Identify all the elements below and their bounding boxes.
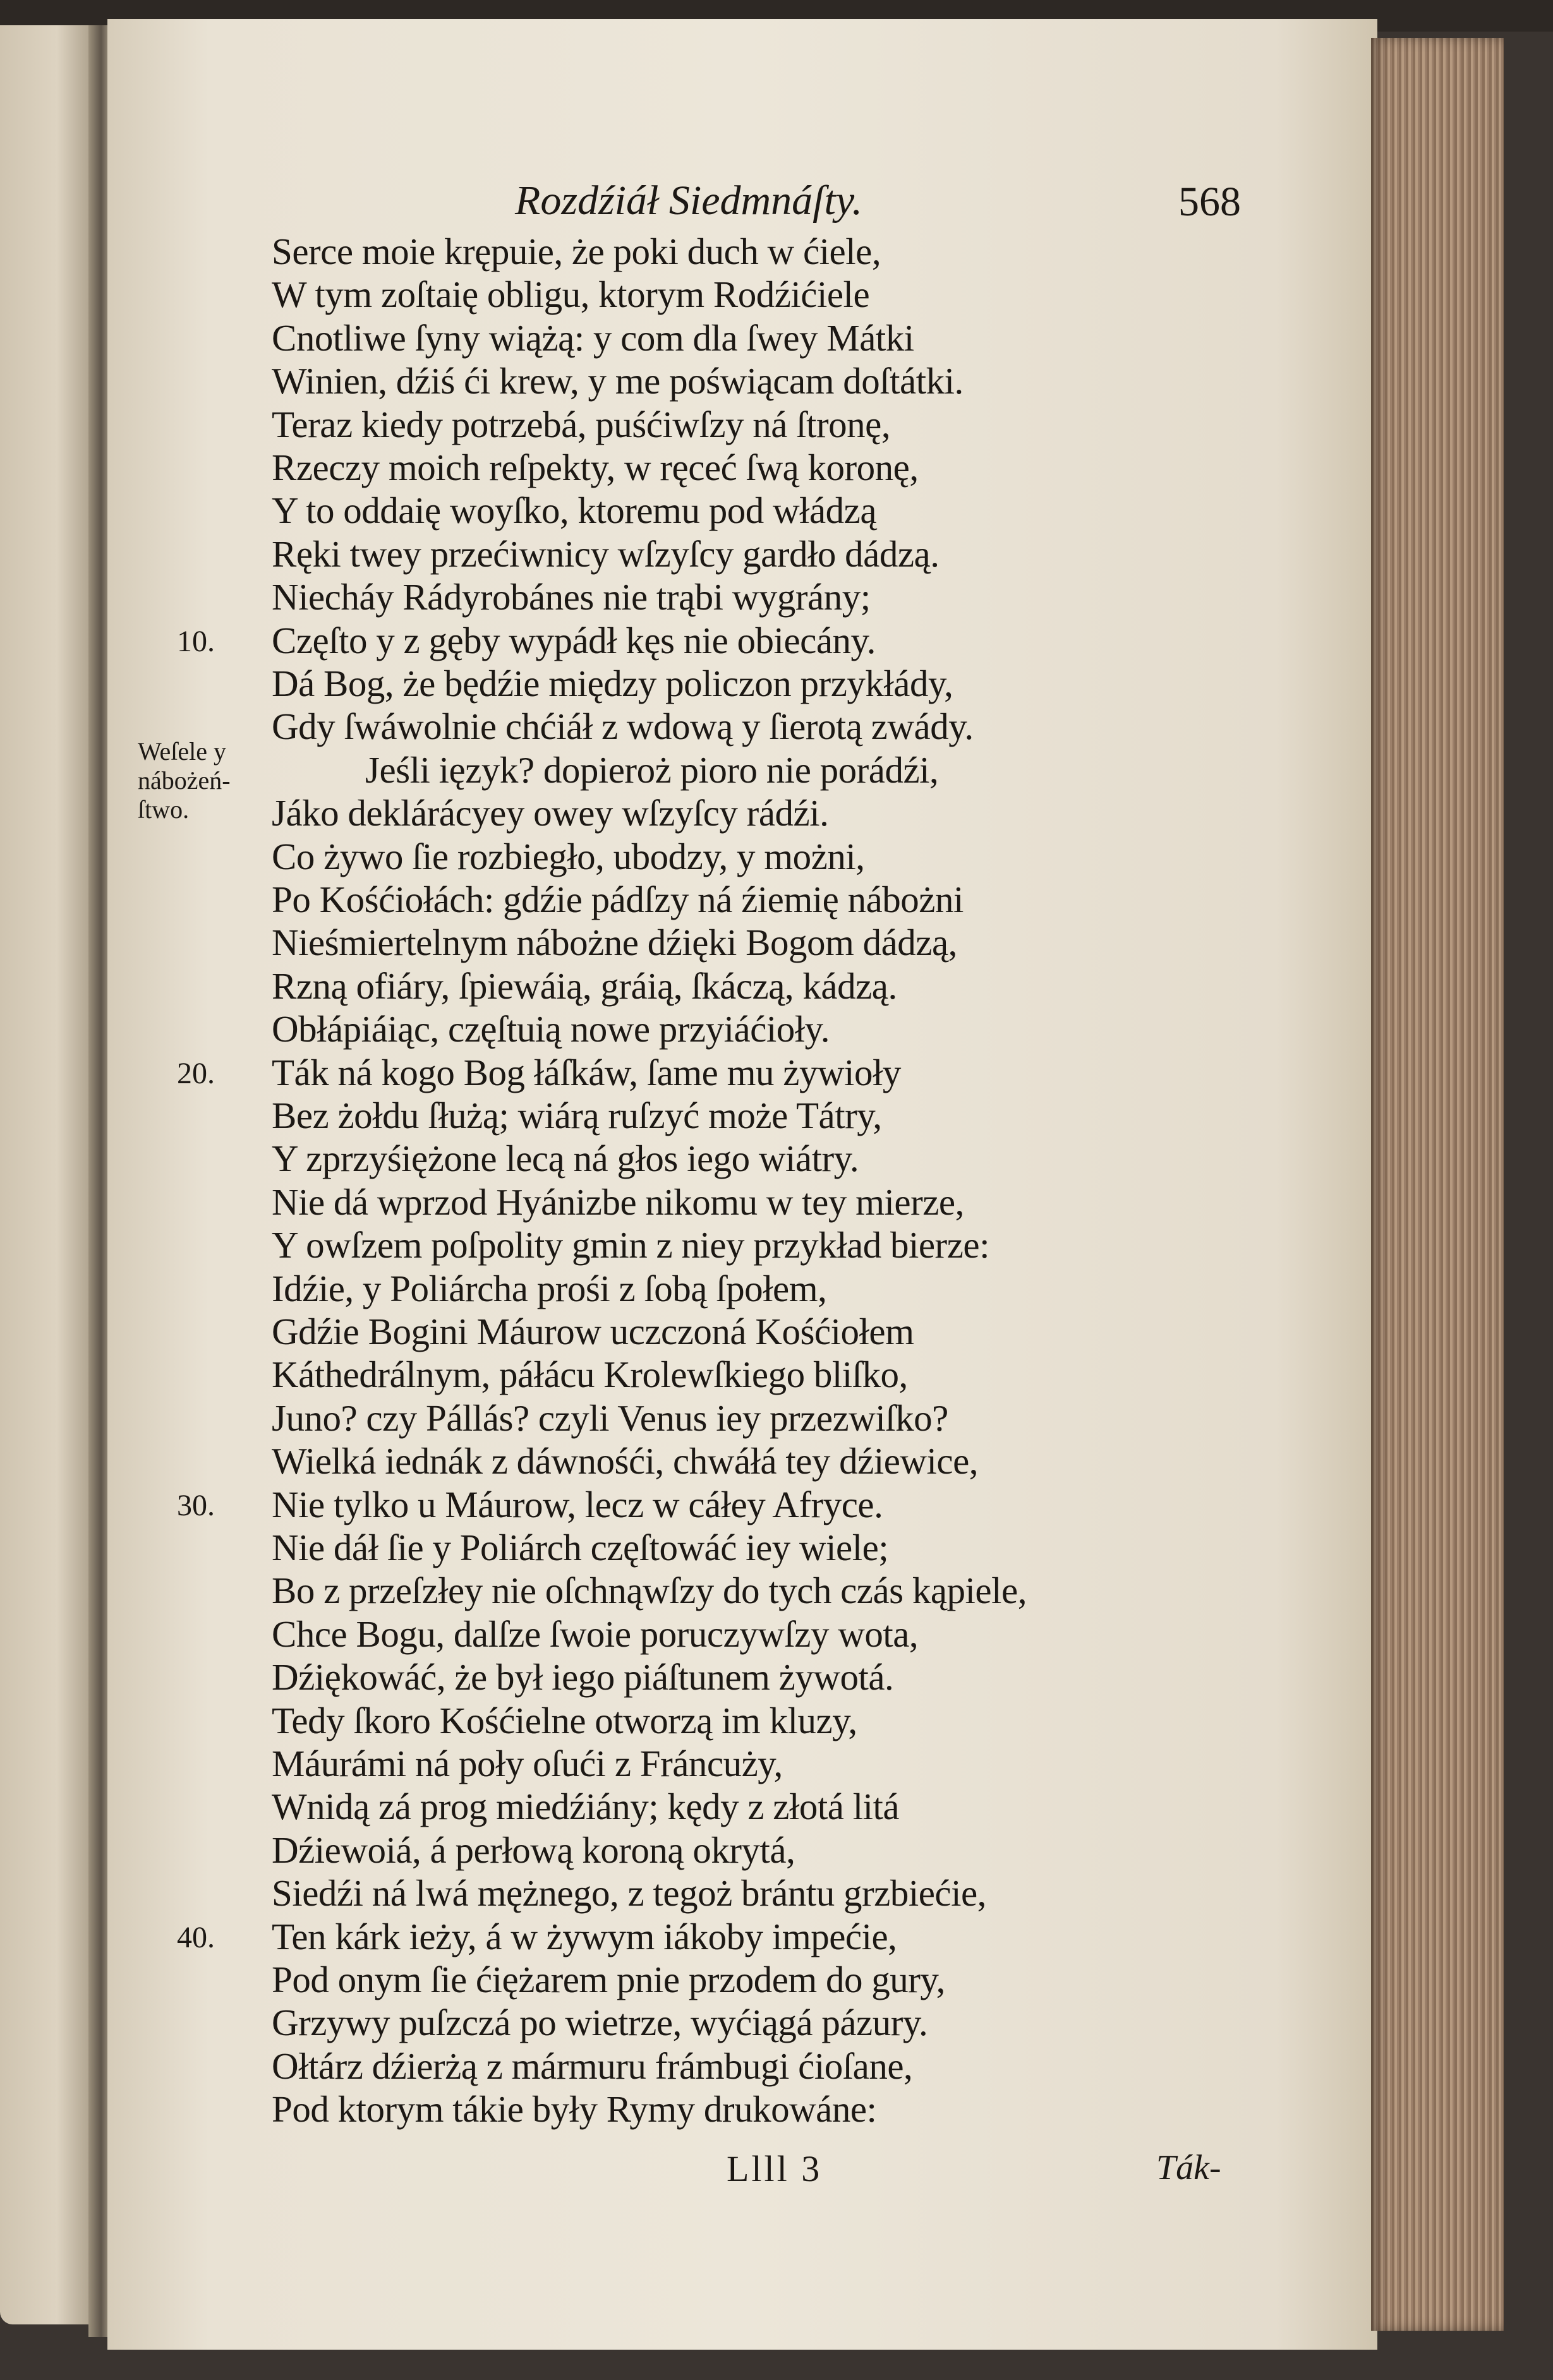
margin-note: Weſele y nábożeń- ſtwo. bbox=[138, 736, 231, 824]
verse-line: W tym zoſtaię obligu, ktorym Rodźićiele bbox=[272, 273, 870, 316]
verse-line: Niecháy Rádyrobánes nie trąbi wygrány; bbox=[272, 576, 871, 618]
verse-line: Y zprzyśiężone lecą ná głos iego wiátry. bbox=[272, 1138, 859, 1180]
verse-line: Nie dá wprzod Hyánizbe nikomu w tey mierze, bbox=[272, 1181, 964, 1223]
verse-line: Wnidą zá prog miedźiány; kędy z złotá litá bbox=[272, 1786, 900, 1828]
verse-line: Częſto y z gęby wypádł kęs nie obiecány. bbox=[272, 619, 876, 661]
verse-line: Dá Bog, że będźie między policzon przykłády, bbox=[272, 663, 953, 704]
verse-line: Dźiewoiá, á perłową koroną okrytá, bbox=[272, 1829, 795, 1871]
line-number: 40. bbox=[177, 1920, 215, 1954]
verse-line: Pod ktorym tákie były Rymy drukowáne: bbox=[272, 2088, 877, 2131]
verse-line: Jáko deklárácyey owey wſzyſcy rádźi. bbox=[272, 792, 829, 834]
verse-line: Gdy ſwáwolnie chćiáł z wdową y ſierotą zwády. bbox=[272, 706, 974, 748]
verse-line: Pod onym ſie ćiężarem pnie przodem do gury, bbox=[272, 1959, 945, 2000]
verse-line: Juno? czy Pállás? czyli Venus iey przezwiſko? bbox=[272, 1397, 948, 1439]
verse-line: Rzną ofiáry, ſpiewáią, gráią, ſkáczą, kádzą. bbox=[272, 965, 897, 1007]
line-number: 10. bbox=[177, 624, 215, 658]
verse-line: Bez żołdu ſłużą; wiárą ruſzyć może Tátry, bbox=[272, 1095, 882, 1136]
verse-line: Winien, dźiś ći krew, y me poświącam doſtátki. bbox=[272, 360, 964, 402]
verse-line: Y to oddaię woyſko, ktoremu pod włádzą bbox=[272, 490, 877, 532]
verse-line: Chce Bogu, dalſze ſwoie poruczywſzy wota, bbox=[272, 1613, 919, 1655]
line-number: 30. bbox=[177, 1488, 215, 1522]
left-page-edge bbox=[0, 25, 95, 2324]
verse-line: Ręki twey przećiwnicy wſzyſcy gardło dádzą. bbox=[272, 532, 940, 575]
verse-line: Bo z przeſzłey nie oſchnąwſzy do tych czás kąpiele, bbox=[272, 1570, 1027, 1612]
signature-mark: Llll 3 bbox=[727, 2148, 823, 2189]
verse-line: Rzeczy moich reſpekty, w ręceć ſwą koronę, bbox=[272, 447, 919, 488]
verse-line: Nieśmiertelnym nábożne dźięki Bogom dádzą, bbox=[272, 922, 957, 964]
verse-line: Idźie, y Poliárcha prośi z ſobą ſpołem, bbox=[272, 1267, 827, 1309]
verse-line: Y owſzem poſpolity gmin z niey przykład bierze: bbox=[272, 1224, 989, 1266]
verse-line: Po Kośćiołách: gdźie pádſzy ná źiemię nábożni bbox=[272, 879, 964, 920]
verse-line: Ten kárk ieży, á w żywym iákoby impećie, bbox=[272, 1915, 897, 1957]
verse-line: Tedy ſkoro Kośćielne otworzą im kluzy, bbox=[272, 1699, 857, 1741]
verse-line: Nie dáł ſie y Poliárch częſtowáć iey wiele; bbox=[272, 1527, 889, 1568]
catchword: Ták- bbox=[1156, 2148, 1221, 2187]
verse-line: Grzywy puſzczá po wietrze, wyćiągá pázury. bbox=[272, 2002, 928, 2044]
verse-line: Máurámi ná poły oſući z Fráncuży, bbox=[272, 1743, 783, 1784]
verse-line: Ták ná kogo Bog łáſkáw, ſame mu żywioły bbox=[272, 1051, 901, 1093]
running-header-title: Rozdźiáł Siedmnáſty. bbox=[515, 177, 862, 224]
verse-line: Dźiękowáć, że był iego piáſtunem żywotá. bbox=[272, 1656, 894, 1698]
page-stack-fore-edge bbox=[1371, 38, 1504, 2331]
verse-line: Wielká iednák z dáwnośći, chwáłá tey dźiewice, bbox=[272, 1440, 979, 1482]
line-number: 20. bbox=[177, 1056, 215, 1090]
verse-line: Siedźi ná lwá mężnego, z tegoż brántu grzbiećie, bbox=[272, 1872, 986, 1914]
verse-line: Teraz kiedy potrzebá, puśćiwſzy ná ſtronę, bbox=[272, 403, 891, 445]
verse-line: Ołtárz dźierżą z mármuru frámbugi ćioſane, bbox=[272, 2045, 913, 2087]
verse-line: Serce moie krępuie, że poki duch w ćiele, bbox=[272, 231, 881, 272]
verse-line: Co żywo ſie rozbiegło, ubodzy, y możni, bbox=[272, 835, 865, 877]
verse-line: Nie tylko u Máurow, lecz w cáłey Afryce. bbox=[272, 1483, 883, 1525]
page-number: 568 bbox=[1178, 179, 1241, 225]
verse-line: Jeśli ięzyk? dopieroż pioro nie porádźi, bbox=[365, 748, 939, 791]
verse-line: Gdźie Bogini Máurow uczczoná Kośćiołem bbox=[272, 1311, 914, 1352]
verse-line: Káthedrálnym, páłácu Krolewſkiego bliſko, bbox=[272, 1354, 908, 1396]
verse-line: Cnotliwe ſyny wiążą: y com dla ſwey Mátki bbox=[272, 316, 914, 359]
verse-line: Obłápiáiąc, częſtuią nowe przyiáćioły. bbox=[272, 1008, 830, 1050]
